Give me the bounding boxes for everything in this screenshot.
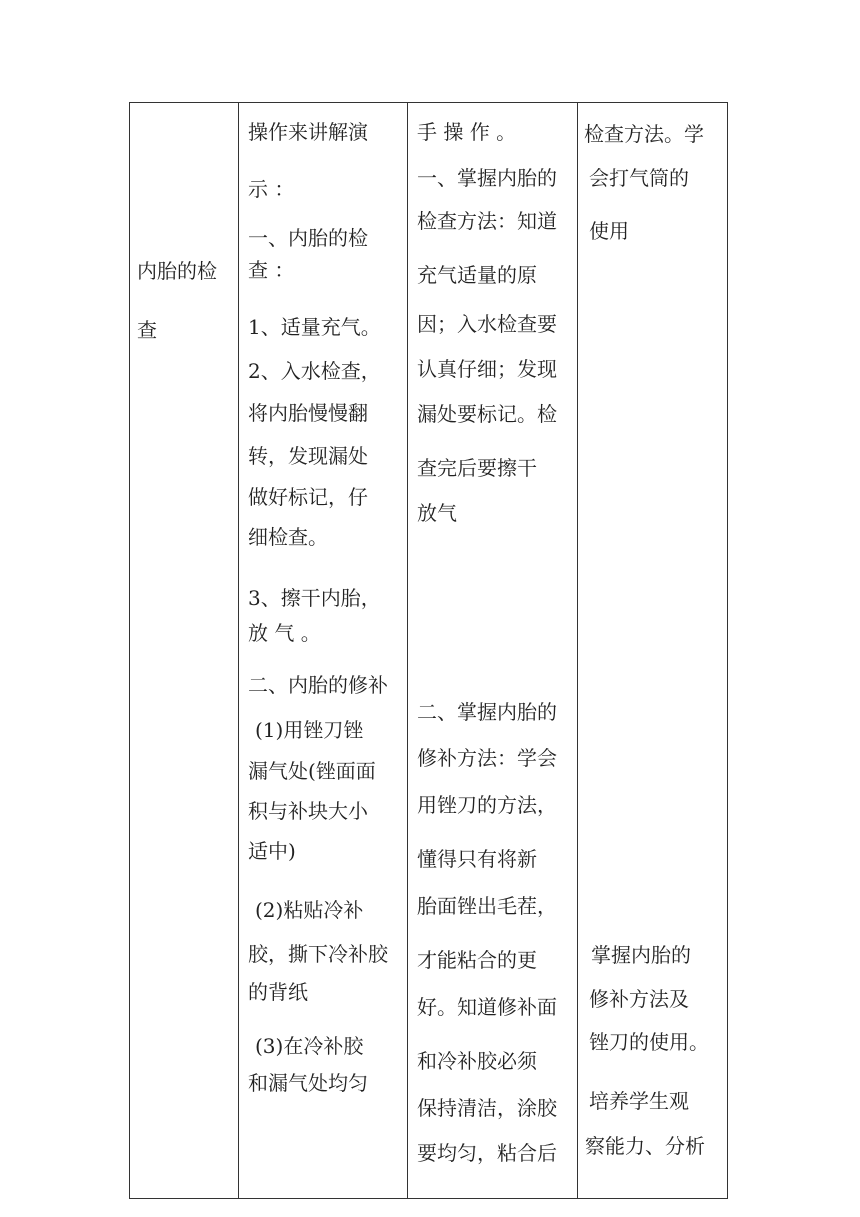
process-line: (1)用锉刀锉 xyxy=(255,718,364,742)
activity-line: 认真仔细；发现 xyxy=(417,357,557,381)
process-line: 放 气 。 xyxy=(248,621,321,645)
process-line: 积与补块大小 xyxy=(248,799,368,823)
process-line: (3)在冷补胶 xyxy=(255,1034,364,1058)
process-line: 做好标记，仔 xyxy=(248,485,368,509)
process-line: 胶，撕下冷补胶 xyxy=(248,942,388,966)
process-line: 将内胎慢慢翻 xyxy=(248,401,368,425)
process-line: 2、入水检查， xyxy=(248,359,381,383)
activity-line: 修补方法：学会 xyxy=(417,746,557,770)
lesson-plan-table xyxy=(129,102,728,1199)
process-line: 一、内胎的检 xyxy=(248,226,368,250)
objectives-cell xyxy=(577,103,729,1198)
activity-line: 胎面锉出毛茬， xyxy=(417,894,557,918)
activity-line: 检查方法：知道 xyxy=(417,209,557,233)
process-line: 二、内胎的修补 xyxy=(248,673,388,697)
process-line: 漏气处(锉面面 xyxy=(248,759,376,783)
topic-cell xyxy=(130,103,238,1198)
objective-line: 检查方法。学 xyxy=(584,122,704,146)
process-line: 3、擦干内胎， xyxy=(248,586,381,610)
activity-line: 好。知道修补面 xyxy=(417,995,557,1019)
process-line: 查 ： xyxy=(248,258,295,282)
activity-line: 用锉刀的方法， xyxy=(417,793,557,817)
process-line: (2)粘贴冷补 xyxy=(255,898,364,922)
objective-line: 培养学生观 xyxy=(589,1089,689,1113)
teaching-process-cell xyxy=(238,103,407,1198)
activity-line: 二、掌握内胎的 xyxy=(417,700,557,724)
objective-line: 修补方法及 xyxy=(589,987,689,1011)
activity-line: 漏处要标记。检 xyxy=(417,402,557,426)
objective-line: 会打气筒的 xyxy=(589,166,689,190)
activity-line: 懂得只有将新 xyxy=(417,847,537,871)
student-activity-cell xyxy=(407,103,577,1198)
objective-line: 使用 xyxy=(589,219,629,243)
process-line: 示 ： xyxy=(248,177,295,201)
activity-line: 手 操 作 。 xyxy=(417,120,517,144)
process-line: 适中) xyxy=(248,839,296,863)
process-line: 操作来讲解演 xyxy=(248,120,368,144)
activity-line: 放气 xyxy=(417,501,457,525)
activity-line: 充气适量的原 xyxy=(417,263,537,287)
process-line: 的背纸 xyxy=(248,980,308,1004)
objective-line: 察能力、分析 xyxy=(585,1134,705,1158)
process-line: 1、适量充气。 xyxy=(248,315,381,339)
process-line: 转，发现漏处 xyxy=(248,444,368,468)
activity-line: 查完后要擦干 xyxy=(417,456,537,480)
activity-line: 保持清洁，涂胶 xyxy=(417,1096,557,1120)
topic-line: 查 xyxy=(137,318,157,342)
activity-line: 和冷补胶必须 xyxy=(417,1049,537,1073)
topic-line: 内胎的检 xyxy=(137,259,217,283)
activity-line: 要均匀，粘合后 xyxy=(417,1141,557,1165)
activity-line: 因；入水检查要 xyxy=(417,312,557,336)
process-line: 和漏气处均匀 xyxy=(248,1071,368,1095)
objective-line: 掌握内胎的 xyxy=(591,943,691,967)
process-line: 细检查。 xyxy=(248,525,328,549)
activity-line: 才能粘合的更 xyxy=(417,948,537,972)
activity-line: 一、掌握内胎的 xyxy=(417,166,557,190)
objective-line: 锉刀的使用。 xyxy=(589,1030,709,1054)
